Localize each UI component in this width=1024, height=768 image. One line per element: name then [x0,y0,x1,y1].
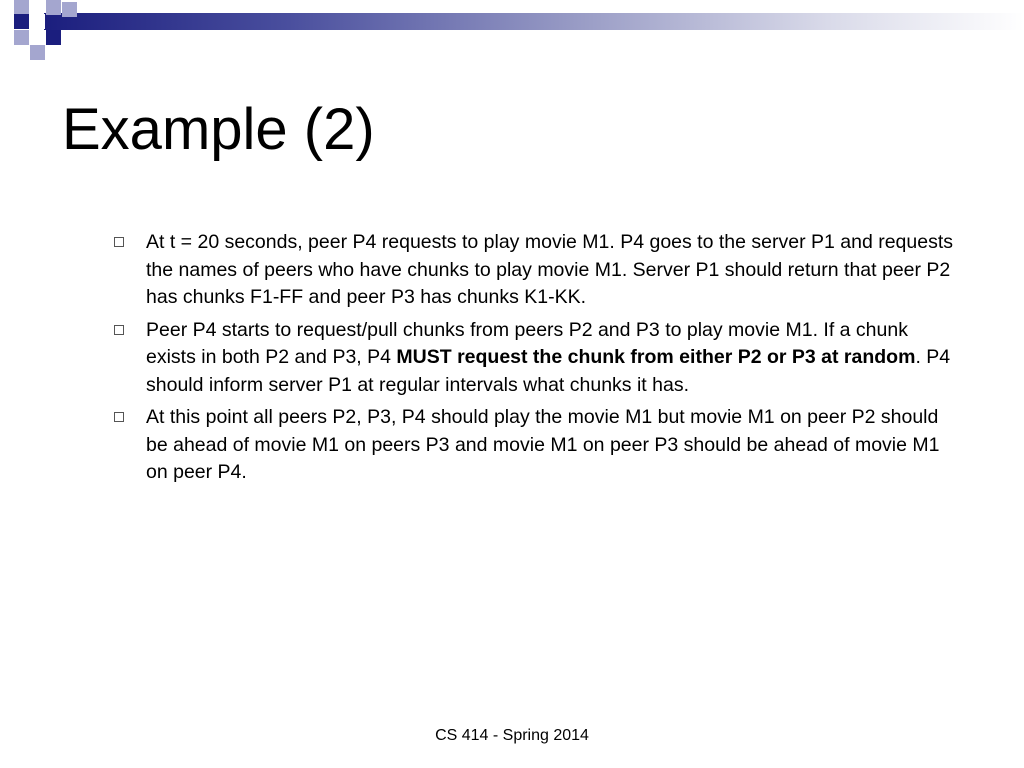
slide-footer: CS 414 - Spring 2014 [435,727,589,744]
bullet-item [112,229,962,312]
decor-square [14,14,29,29]
bullet-list [112,229,962,492]
bullet-text-emphasis: MUST request the chunk from either P2 or P3 at random [396,346,916,368]
bullet-item [112,317,962,400]
decor-square [46,0,61,15]
bullet-text-part: . P4 should inform server P1 at regular intervals what chunks it has. [146,346,951,396]
decor-square [14,30,29,45]
decor-square [30,45,45,60]
bullet-text-part: Peer P4 starts to request/pull chunks from peers P2 and P3 to play movie M1. If a chunk exists in both P2 and P3, P4 [146,318,908,368]
slide-title: Example (2) [62,97,375,162]
bullet-text: At this point all peers P2, P3, P4 should play the movie M1 but movie M1 on peer P2 should be ahead of movie M1 on peers P3 and movie M1 on peer P3 should be ahead of movie M1 on peer P4. [146,406,940,483]
bullet-text: At t = 20 seconds, peer P4 requests to play movie M1. P4 goes to the server P1 and requests the names of peers who have chunks to play movie M1. Server P1 should return that peer P2 has chunks F1-FF and peer P3 has chunks K1-KK. [146,231,953,308]
decor-square [46,30,61,45]
decor-square [14,0,29,15]
hollow-square-bullet-icon [114,325,124,335]
decor-square [62,2,77,17]
header-gradient-bar [44,13,1024,30]
bullet-text [146,319,950,396]
hollow-square-bullet-icon [114,412,124,422]
hollow-square-bullet-icon [114,237,124,247]
decor-square [30,14,45,29]
bullet-item [112,404,962,487]
